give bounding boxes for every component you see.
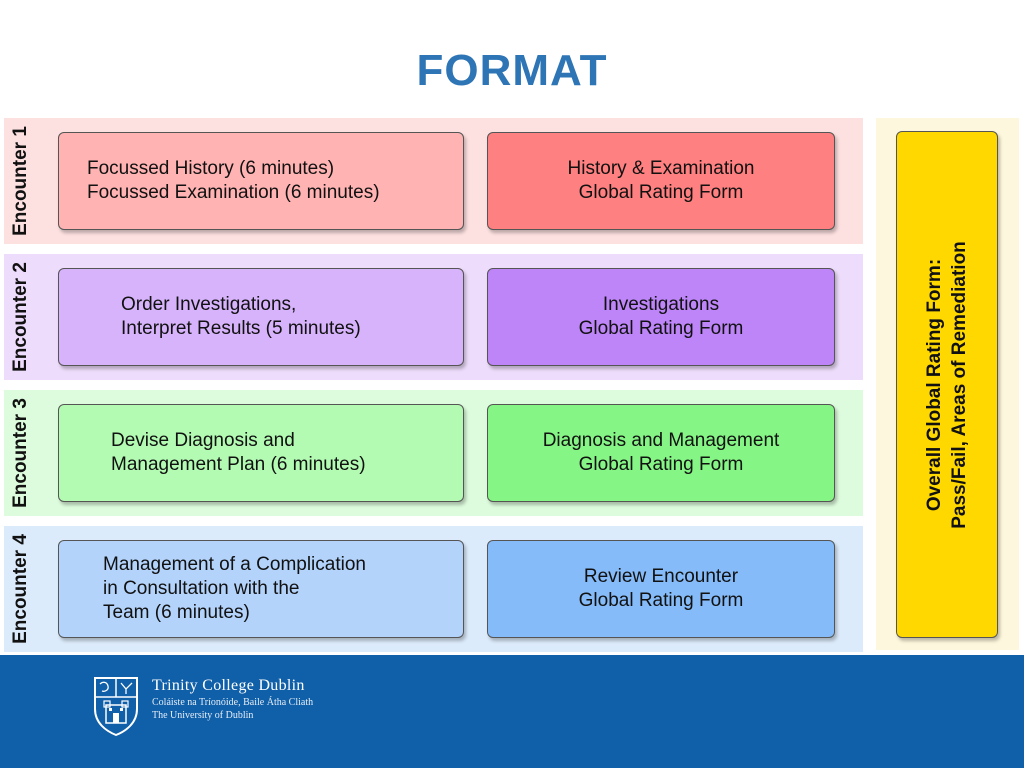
task-box: Focussed History (6 minutes) Focussed Examination (6 minutes)	[58, 132, 464, 230]
encounter-label: Encounter 1	[10, 126, 31, 236]
task-box: Management of a Complication in Consultation with the Team (6 minutes)	[58, 540, 464, 638]
encounter-band-3	[4, 390, 863, 516]
page-title: FORMAT	[416, 46, 608, 95]
encounter-label: Encounter 3	[10, 398, 31, 508]
encounter-band-2	[4, 254, 863, 380]
task-box: Order Investigations, Interpret Results (5 minutes)	[58, 268, 464, 366]
overall-line-2: Pass/Fail, Areas of Remediation	[949, 240, 970, 529]
encounter-band-4	[4, 526, 863, 652]
trinity-crest-icon	[92, 675, 140, 737]
university-name: Trinity College Dublin	[152, 677, 305, 694]
university-subtitle: The University of Dublin	[152, 710, 254, 721]
encounter-band-1	[4, 118, 863, 244]
encounter-label: Encounter 4	[10, 534, 31, 644]
task-box: Devise Diagnosis and Management Plan (6 minutes)	[58, 404, 464, 502]
overall-rating-form-box	[896, 131, 998, 638]
rating-form-box: Review Encounter Global Rating Form	[487, 540, 835, 638]
overall-line-1: Overall Global Rating Form:	[924, 258, 945, 511]
rating-form-box: Diagnosis and Management Global Rating Form	[487, 404, 835, 502]
rating-form-box: Investigations Global Rating Form	[487, 268, 835, 366]
overall-band	[876, 118, 1019, 650]
rating-form-box: History & Examination Global Rating Form	[487, 132, 835, 230]
university-irish-name: Coláiste na Tríonóide, Baile Átha Cliath	[152, 697, 314, 708]
footer-bar	[0, 655, 1024, 768]
encounter-label: Encounter 2	[10, 262, 31, 372]
